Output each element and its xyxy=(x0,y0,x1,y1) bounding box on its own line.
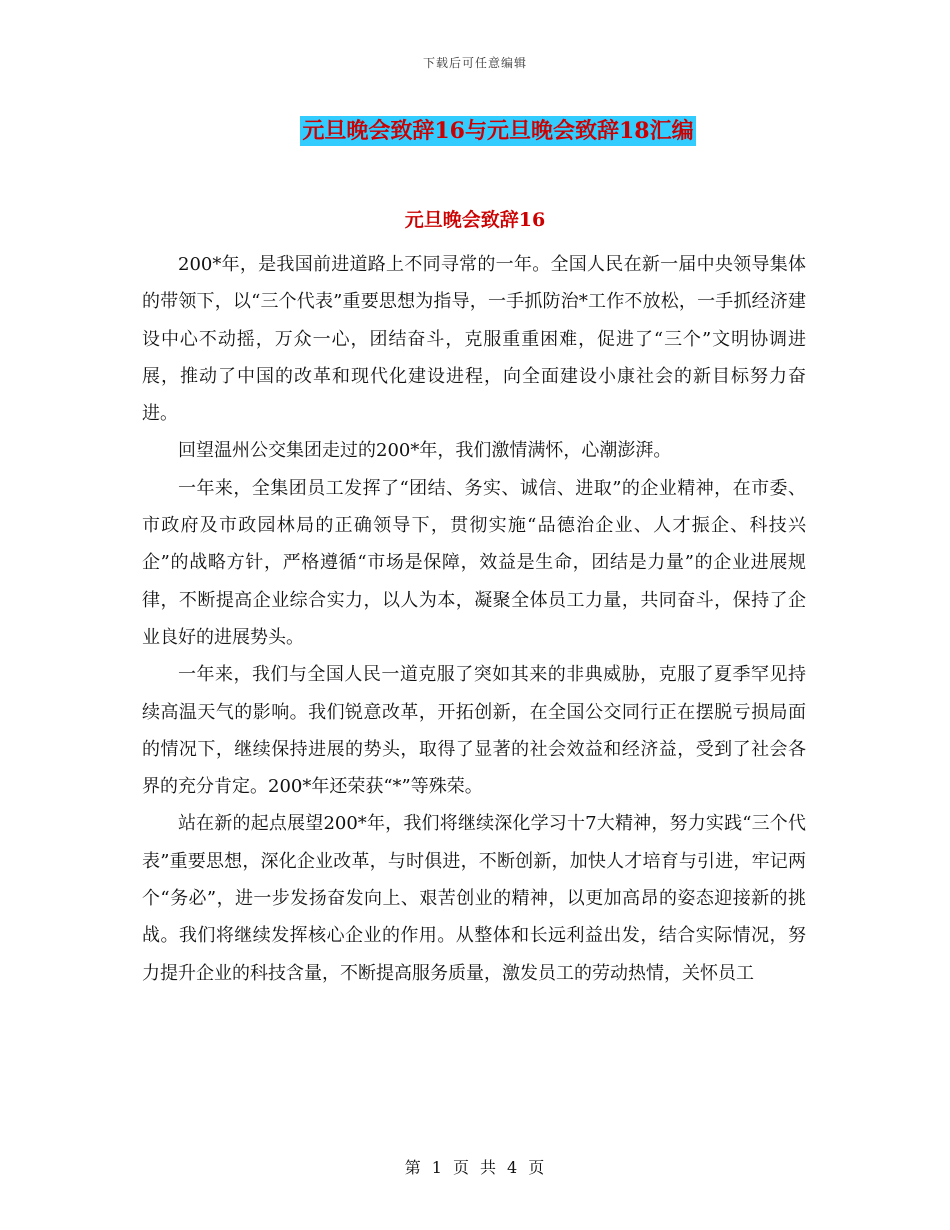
body-text xyxy=(142,246,806,992)
footer-label: 页 xyxy=(528,1158,546,1177)
section-title: 元旦晚会致辞16 xyxy=(404,209,546,231)
paragraph: 一年来，全集团员工发挥了“团结、务实、诚信、进取”的企业精神，在市委、市政府及市政园林局的正确领导下，贯彻实施“品德治企业、人才振企、科技兴企”的战略方针，严格遵循“市场是保障，效益是生命，团结是力量”的企业进展规律，不断提高企业综合实力，以人为本，凝聚全体员工力量，共同奋斗，保持了企业良好的进展势头。 xyxy=(142,477,806,648)
footer-label: 第 xyxy=(404,1158,422,1177)
paragraph: 回望温州公交集团走过的200*年，我们激情满怀，心潮澎湃。 xyxy=(178,440,672,462)
page-footer xyxy=(0,1155,950,1178)
footer-label: 共 xyxy=(480,1158,498,1177)
document-title-text: 元旦晚会致辞16与元旦晚会致辞18汇编 xyxy=(302,118,694,144)
header-note: 下载后可任意编辑 xyxy=(422,56,527,70)
page-number: 1 xyxy=(431,1158,443,1177)
paragraph: 200*年，是我国前进道路上不同寻常的一年。全国人民在新一届中央领导集体的带领下，以“三个代表”重要思想为指导，一手抓防治*工作不放松，一手抓经济建设中心不动摇，万众一心，团结奋斗，克服重重困难，促进了“三个”文明协调进展，推动了中国的改革和现代化建设进程，向全面建设小康社会的新目标努力奋进。 xyxy=(142,254,806,425)
footer-label: 页 xyxy=(452,1158,470,1177)
document-title xyxy=(0,114,950,145)
total-pages: 4 xyxy=(507,1158,519,1177)
paragraph: 一年来，我们与全国人民一道克服了突如其来的非典威胁，克服了夏季罕见持续高温天气的影响。我们锐意改革，开拓创新，在全国公交同行正在摆脱亏损局面的情况下，继续保持进展的势头，取得了显著的社会效益和经济益，受到了社会各界的充分肯定。200*年还荣获“*”等殊荣。 xyxy=(142,664,806,798)
paragraph: 站在新的起点展望200*年，我们将继续深化学习十7大精神，努力实践“三个代表”重要思想，深化企业改革，与时俱进，不断创新，加快人才培育与引进，牢记两个“务必”，进一步发扬奋发向上、艰苦创业的精神，以更加高昂的姿态迎接新的挑战。我们将继续发挥核心企业的作用。从整体和长远利益出发，结合实际情况，努力提升企业的科技含量，不断提高服务质量，激发员工的劳动热情，关怀员工 xyxy=(142,813,806,984)
